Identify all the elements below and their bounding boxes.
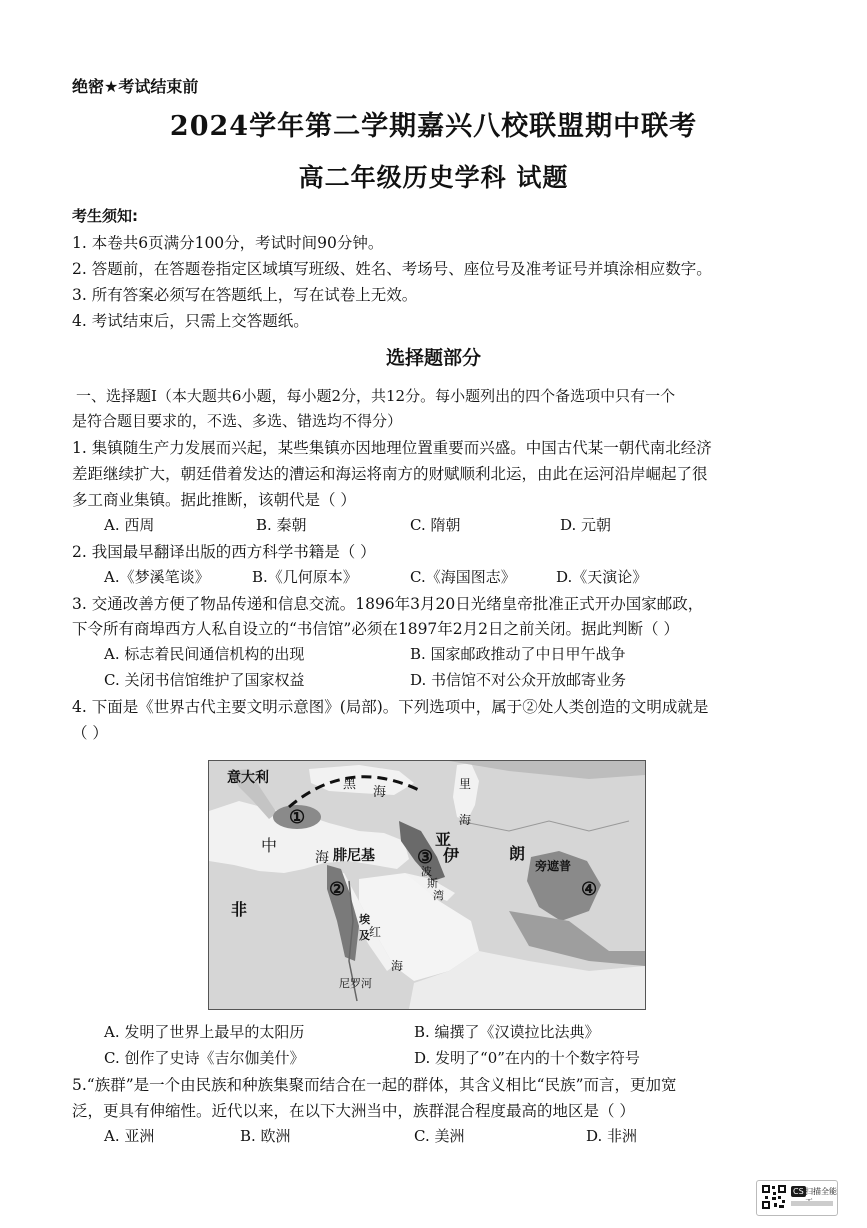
question-4-option-d[interactable]: D. 发明了“0”在内的十个数字符号 [414, 1049, 640, 1067]
question-5-text: 泛，更具有伸缩性。近代以来，在以下大洲当中，族群混合程度最高的地区是（ ） [72, 1102, 635, 1120]
map-label-egypt: 及 [359, 929, 370, 942]
map-marker-4: ④ [581, 879, 598, 900]
question-3-option-d[interactable]: D. 书信馆不对公众开放邮寄业务 [410, 671, 627, 689]
question-3-option-a[interactable]: A. 标志着民间通信机构的出现 [104, 645, 305, 663]
question-3-option-b[interactable]: B. 国家邮政推动了中日甲午战争 [410, 645, 626, 663]
map-label-black-sea: 海 [373, 785, 387, 800]
question-1-text: 1. 集镇随生产力发展而兴起，某些集镇亦因地理位置重要而兴盛。中国古代某一朝代南北经济 [72, 439, 712, 457]
map-label-nile: 尼罗河 [339, 977, 372, 990]
map-label-asia: 亚 [435, 830, 452, 849]
question-1-option-d[interactable]: D. 元朝 [560, 516, 612, 534]
question-1-option-a[interactable]: A. 西周 [104, 516, 155, 534]
question-4-option-b[interactable]: B. 编撰了《汉谟拉比法典》 [414, 1023, 600, 1041]
question-1-option-b[interactable]: B. 秦朝 [256, 516, 307, 534]
map-label-phoenicia: 腓尼基 [333, 848, 375, 864]
map-label-mediterranean: 中 [261, 836, 278, 855]
scanner-subtext-bar [791, 1201, 833, 1206]
exam-subtitle: 高二年级历史学科 试题 [298, 163, 569, 192]
ancient-civilizations-map [208, 760, 646, 1010]
question-4-text: 4. 下面是《世界古代主要文明示意图》(局部)。下列选项中，属于②处人类创造的文明成就是 [72, 698, 709, 716]
map-marker-2: ② [329, 879, 346, 900]
question-1-option-c[interactable]: C. 隋朝 [410, 516, 461, 534]
map-label-persian-gulf: 斯 [427, 877, 438, 890]
map-label-red-sea: 海 [391, 959, 404, 973]
question-3-text: 3. 交通改善方便了物品传递和信息交流。1896年3月20日光绪皇帝批准正式开办国家邮政， [72, 595, 704, 613]
notice-item: 3. 所有答案必须写在答题纸上，写在试卷上无效。 [72, 286, 418, 304]
question-5-option-c[interactable]: C. 美洲 [414, 1127, 465, 1145]
section-instruction: 是符合题目要求的，不选、多选、错选均不得分） [72, 412, 403, 430]
section-title: 选择题部分 [385, 347, 481, 369]
map-label-persian-gulf: 湾 [433, 889, 444, 902]
map-label-black-sea: 黑 [343, 777, 357, 792]
map-label-mediterranean: 海 [315, 850, 329, 866]
map-label-caspian: 海 [459, 813, 472, 827]
question-5-option-b[interactable]: B. 欧洲 [240, 1127, 291, 1145]
map-marker-1: ① [289, 807, 306, 828]
question-2-option-c[interactable]: C.《海国图志》 [410, 568, 516, 586]
map-label-iran: 伊 [443, 846, 460, 865]
map-label-caspian: 里 [459, 777, 472, 791]
qr-code-icon [761, 1184, 787, 1210]
scanner-logo-badge: CS [793, 1187, 804, 1196]
question-2-option-a[interactable]: A.《梦溪笔谈》 [104, 568, 210, 586]
notice-item: 1. 本卷共6页满分100分，考试时间90分钟。 [72, 234, 384, 252]
question-2-option-b[interactable]: B.《几何原本》 [252, 568, 358, 586]
question-2-text: 2. 我国最早翻译出版的西方科学书籍是（ ） [72, 543, 376, 561]
exam-title: 2024学年第二学期嘉兴八校联盟期中联考 [169, 111, 698, 142]
notice-item: 4. 考试结束后，只需上交答题纸。 [72, 312, 309, 330]
question-3-option-c[interactable]: C. 关闭书信馆维护了国家权益 [104, 671, 305, 689]
question-4-text: （ ） [72, 724, 108, 742]
question-5-option-a[interactable]: A. 亚洲 [104, 1127, 155, 1145]
question-5-option-d[interactable]: D. 非洲 [586, 1127, 638, 1145]
map-label-iran: 朗 [509, 844, 526, 863]
map-label-punjab: 旁遮普 [535, 859, 572, 873]
question-4-option-a[interactable]: A. 发明了世界上最早的太阳历 [104, 1023, 305, 1041]
map-label-italy: 意大利 [227, 770, 269, 786]
scanner-app-name: 扫描全能 [805, 1187, 837, 1196]
section-instruction: 一、选择题Ⅰ（本大题共6小题，每小题2分，共12分。每小题列出的四个备选项中只有一个 [76, 387, 676, 405]
map-label-persian-gulf: 波 [421, 865, 432, 878]
scanner-watermark [756, 1180, 838, 1216]
map-marker-3: ③ [417, 847, 434, 868]
question-1-text: 差距继续扩大，朝廷借着发达的漕运和海运将南方的财赋顺利北运，由此在运河沿岸崛起了很 [72, 465, 708, 483]
notice-item: 2. 答题前，在答题卷指定区域填写班级、姓名、考场号、座位号及准考证号并填涂相应数字。 [72, 260, 712, 278]
notice-heading: 考生须知: [72, 207, 138, 225]
map-label-red-sea: 红 [369, 925, 382, 939]
question-4-option-c[interactable]: C. 创作了史诗《吉尔伽美什》 [104, 1049, 305, 1067]
question-3-text: 下令所有商埠西方人私自设立的“书信馆”必须在1897年2月2日之前关闭。据此判断（ ） [72, 620, 679, 638]
map-label-egypt: 埃 [359, 913, 370, 926]
confidential-label: 绝密★考试结束前 [72, 77, 199, 96]
question-1-text: 多工商业集镇。据此推断，该朝代是（ ） [72, 491, 356, 509]
map-label-africa: 非 [231, 900, 248, 919]
question-2-option-d[interactable]: D.《天演论》 [556, 568, 648, 586]
question-5-text: 5.“族群”是一个由民族和种族集聚而结合在一起的群体，其含义相比“民族”而言，更加宽 [72, 1076, 677, 1094]
